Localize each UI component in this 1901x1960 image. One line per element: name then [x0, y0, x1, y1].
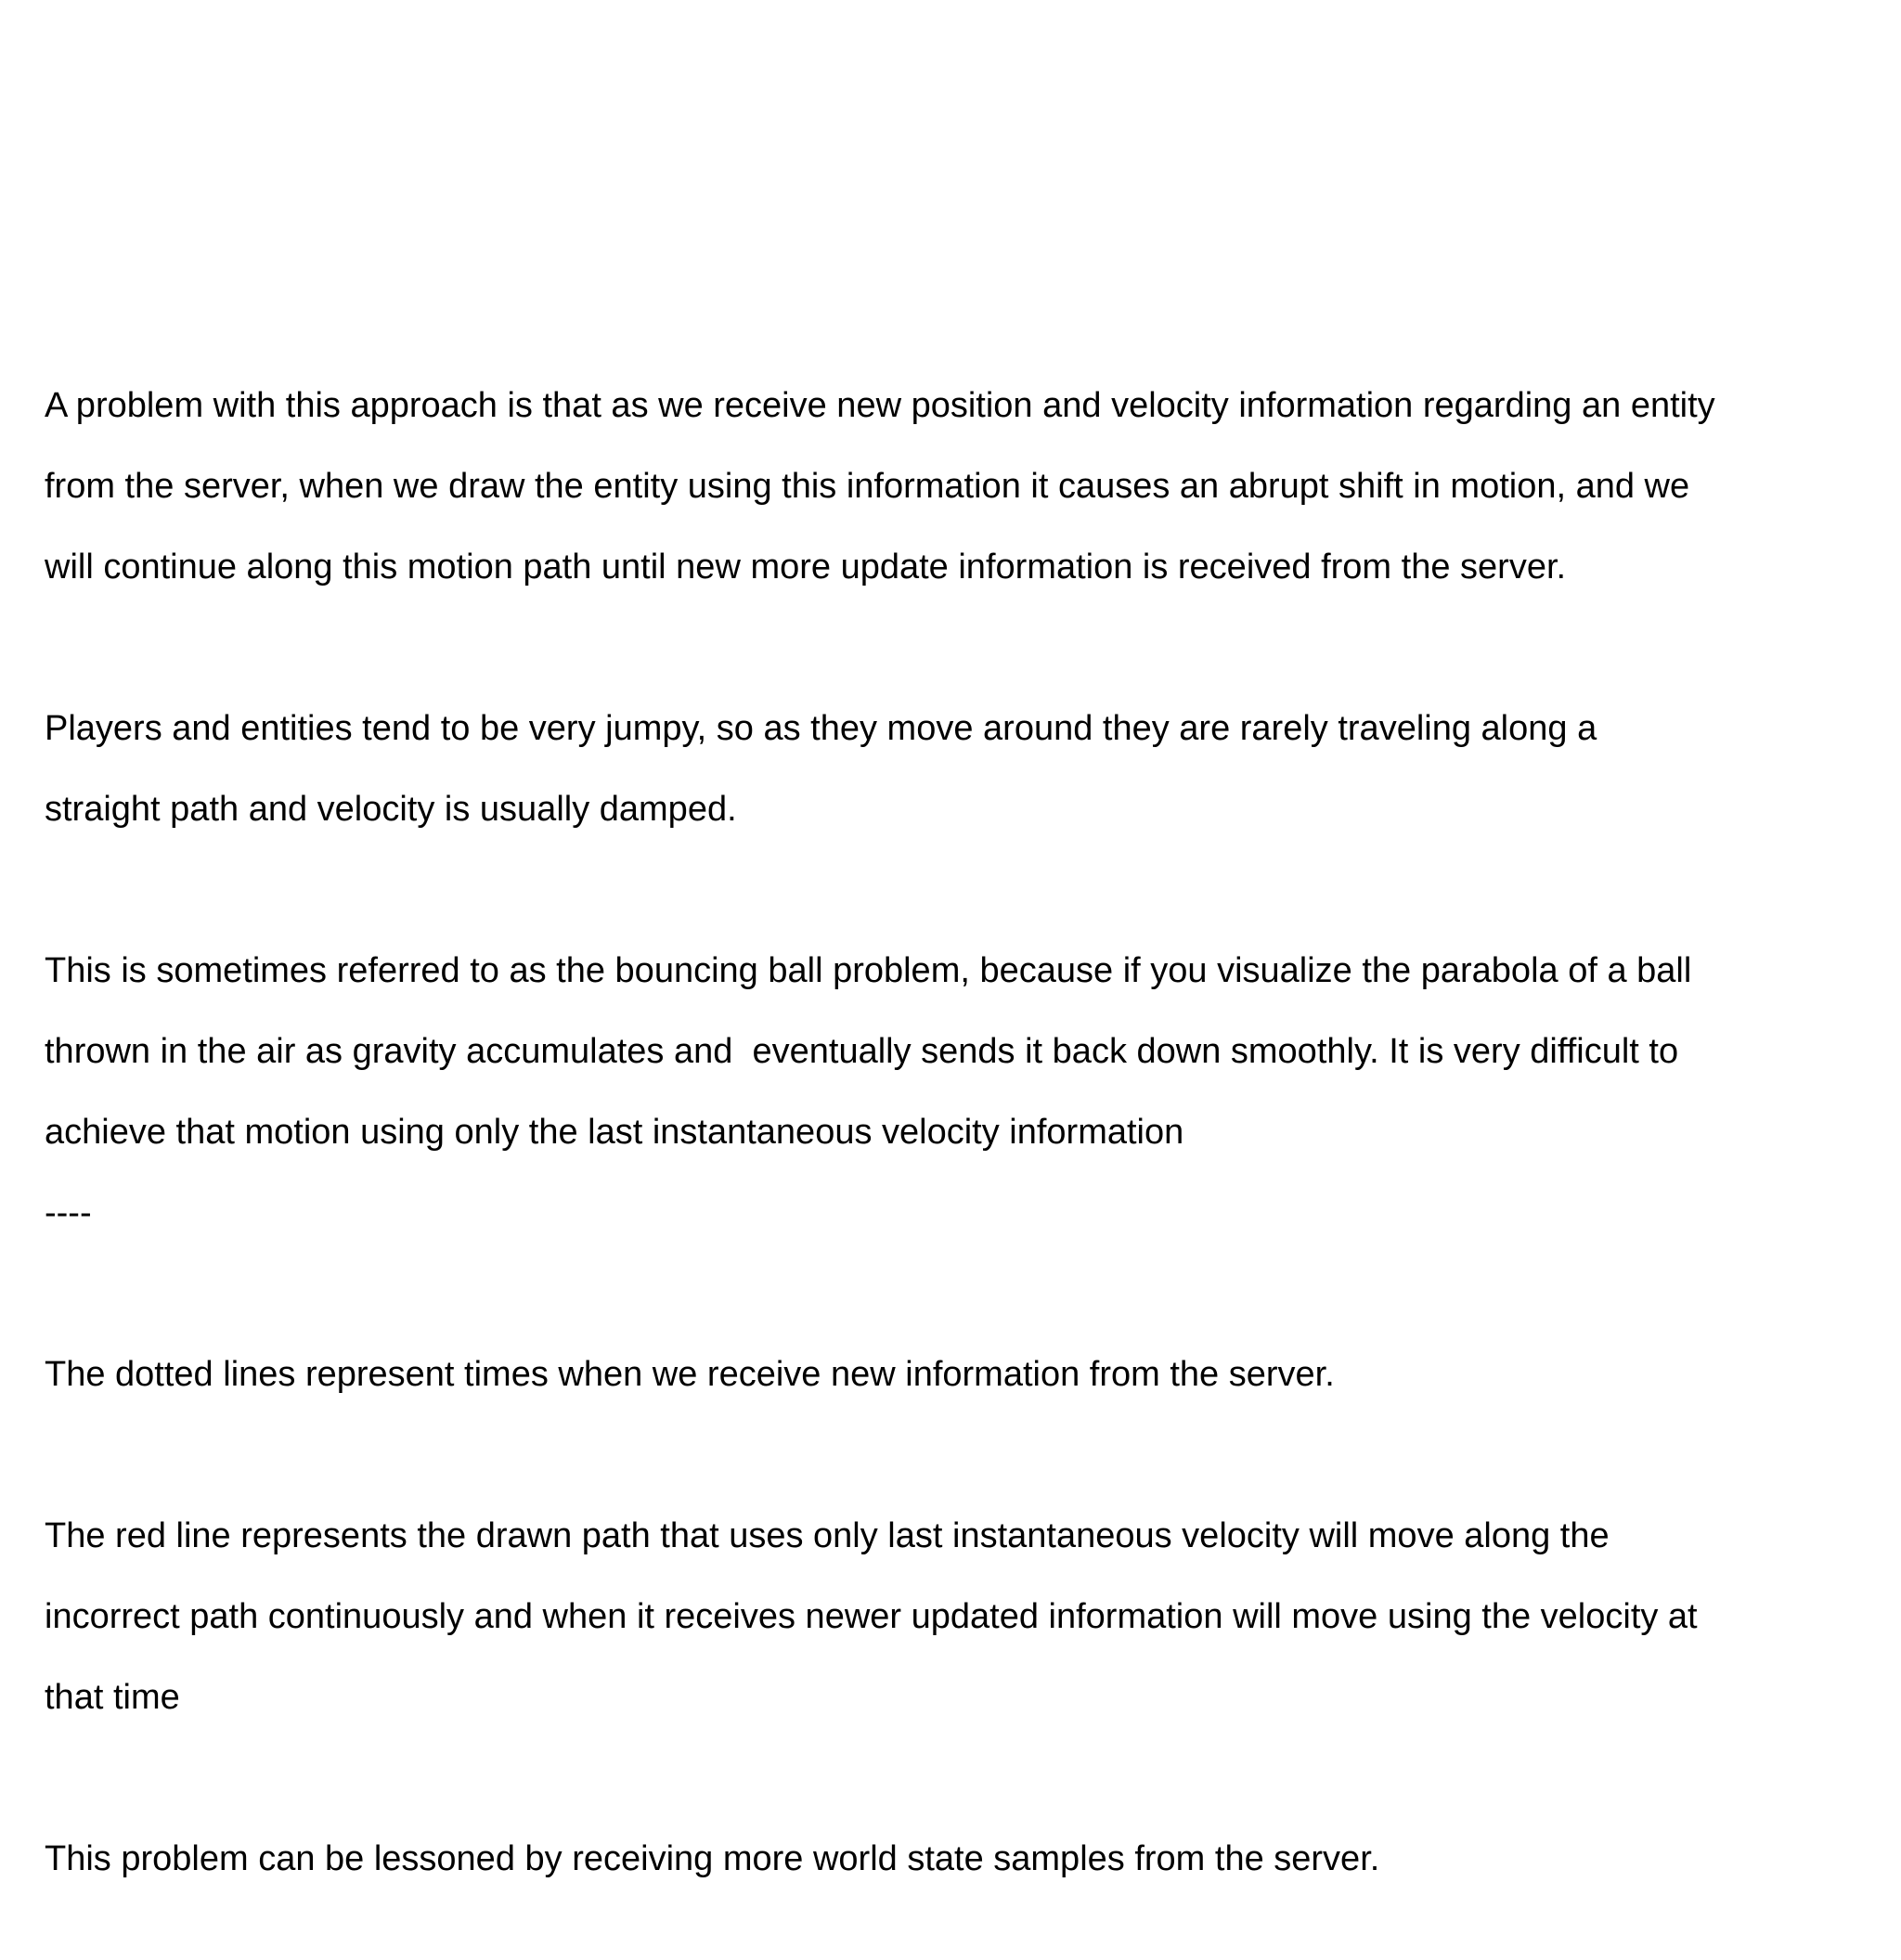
text-line: Players and entities tend to be very jumpy, so as they move around they are rarely traveling along a	[45, 708, 1597, 748]
text-line: straight path and velocity is usually damped.	[45, 789, 737, 829]
paragraph-jumpy-entities	[45, 668, 1882, 870]
text-line: A problem with this approach is that as we receive new position and velocity information regarding an entity	[45, 385, 1715, 425]
text-line: This is sometimes referred to as the bouncing ball problem, because if you visualize the parabola of a ball	[45, 950, 1692, 990]
text-line: that time	[45, 1677, 180, 1717]
text-line: The red line represents the drawn path that uses only last instantaneous velocity will move along the	[45, 1515, 1610, 1555]
paragraph-dotted-lines	[45, 1314, 1882, 1436]
text-line: from the server, when we draw the entity using this information it causes an abrupt shift in motion, and we	[45, 466, 1690, 506]
text-line: incorrect path continuously and when it receives newer updated information will move using the velocity at	[45, 1596, 1698, 1636]
paragraph-bouncing-ball	[45, 910, 1882, 1274]
text-line: The dotted lines represent times when we receive new information from the server.	[45, 1354, 1335, 1394]
text-line: This problem can be lessoned by receiving more world state samples from the server.	[45, 1838, 1380, 1878]
separator-text: ----	[45, 1193, 92, 1232]
paragraph-red-line	[45, 1476, 1882, 1759]
paragraph-abrupt-shift-problem	[45, 345, 1882, 628]
text-line: achieve that motion using only the last instantaneous velocity information	[45, 1112, 1184, 1152]
paragraph-lessened-by-samples	[45, 1799, 1882, 1920]
notes-text-block	[45, 345, 1882, 1960]
text-line: will continue along this motion path until new more update information is received from the server.	[45, 547, 1567, 587]
text-line: thrown in the air as gravity accumulates and eventually sends it back down smoothly. It is very difficult to	[45, 1031, 1679, 1071]
